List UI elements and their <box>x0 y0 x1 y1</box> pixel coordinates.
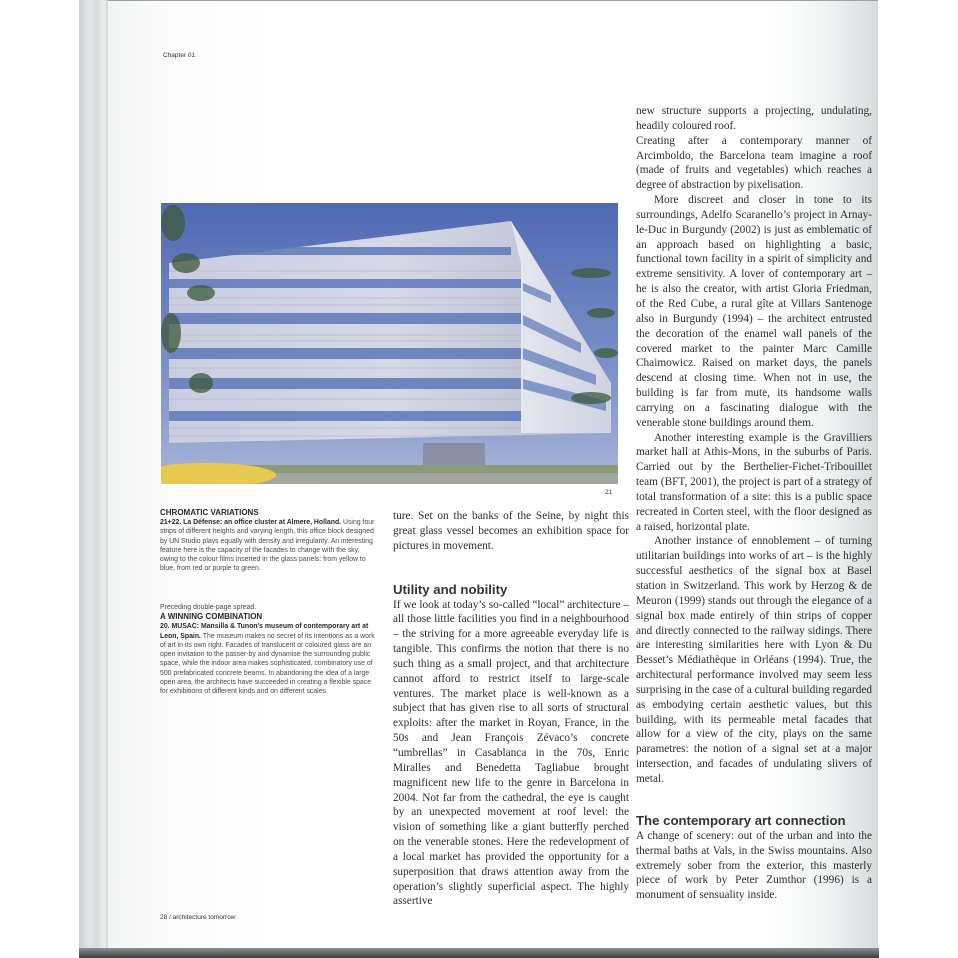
caption-body <box>160 622 378 696</box>
page-bottom-shadow <box>79 948 879 958</box>
caption-reference: 21+22. La Défense: an office cluster at Almere, Holland. <box>160 519 342 526</box>
chapter-label: Chapter 01 <box>163 52 196 59</box>
section-heading-utility: Utility and nobility <box>393 581 508 597</box>
caption-intro: Preceding double-page spread. <box>160 604 257 611</box>
paragraph: Another interesting example is the Gravilliers market hall at Athis-Mons, in the suburbs of Paris. Carried out by the Berthelier-Fichet-Tribouillet team (BFT, 2001), the project is part of a strategy of total transformation of a site: this is a public space recreated in Corten steel, with the floor designed as a raised, horizontal plate. <box>636 431 872 533</box>
paragraph: new structure supports a projecting, undulating, headily coloured roof. <box>636 105 872 132</box>
caption-text: Using four strips of different heights and varying length, this office block designed by UN Studio plays equally with density and irregularity. An interesting feature here is the capacity of the facades to change with the sky, owing to the colour films inserted in the glass panels: from yellow to blue, from red or purple to green. <box>160 519 375 573</box>
paragraph: Creating after a contemporary manner of Arcimboldo, the Barcelona team imagine a roof (made of fruits and vegetables) which reaches a degree of abstraction by pixelisation. <box>636 134 872 192</box>
caption-reference: 20. MUSAC: Mansilla & Tunon's museum of contemporary art at Leon, Spain. <box>160 623 369 640</box>
office-building-image <box>161 203 618 484</box>
page-folio: 28 / architecture tomorrow <box>160 914 236 921</box>
caption-text: The museum makes no secret of its intentions as a work of art in its own right. Facades of translucent or coloured glass are an open invitation to the passer-by and dynamise the surrounding public space, while the indoor area makes sophisticated, combinatory use of 500 prefabricated concrete beams. In abandoning the idea of a large open area, the architects have succeeded in creating a flexible space for exhibitions of different kinds and on different scales. <box>160 632 375 696</box>
section-heading-contemporary-art: The contemporary art connection <box>636 812 846 828</box>
caption-body <box>160 518 378 574</box>
paragraph-continuation: ture. Set on the banks of the Seine, by night this great glass vessel becomes an exhibition space for pictures in movement. <box>393 510 629 552</box>
caption-winning-combination <box>160 603 378 697</box>
book-page-edges <box>79 0 109 958</box>
figure-number: 21 <box>605 489 613 496</box>
paragraph: More discreet and closer in tone to its surroundings, Adelfo Scaranello’s project in Arnay-le-Duc in Burgundy (2002) is just as emblematic of an approach based on highlighting a basic, functional town facility in a spirit of simplicity and extreme sensitivity. A lover of contemporary art – he is also the creator, with artist Gloria Friedman, of the Red Cube, a rural gîte at Villars Santenoge also in Burgundy (1994) – the architect entrusted the decoration of the enamel wall panels of the covered market to the painter Marc Camille Chaimowicz. Raised on market days, the panels descend at closing time. When not in use, the building is far from mute, its handsome walls carrying on a fascinating dialogue with the venerable stone buildings around them. <box>636 194 872 429</box>
building-photo <box>161 203 618 484</box>
middle-column <box>393 509 629 909</box>
paragraph-body: If we look at today’s so-called “local” architecture – all those little facilities you find in a neighbourhood – the striving for a more agreeable everyday life is tangible. This confirms the notion that there is no such thing as a small project, and that architecture cannot afford to restrict itself to large-scale ventures. The market place is well-known as a subject that has given rise to all sorts of structural exploits: after the market in Royan, France, in the 50s and Jean François Zévaco’s concrete “umbrellas” in Casablanca in the 70s, Enric Miralles and Benedetta Tagliabue brought magnificent new life to the genre in Barcelona in 2004. Not far from the cathedral, the eye is caught by an unexpected movement at roof level: the vision of something like a giant butterfly perched on the venerable stones. Here the redevelopment of a local market has provided the opportunity for a superposition that draws attention away from the operation’s slightly superficial aspect. The highly assertive <box>393 598 629 908</box>
caption-heading: A WINNING COMBINATION <box>160 612 263 622</box>
caption-heading: CHROMATIC VARIATIONS <box>160 508 259 517</box>
right-column <box>636 104 872 903</box>
caption-chromatic-variations <box>160 508 378 574</box>
paragraph: Another instance of ennoblement – of turning utilitarian buildings into works of art – is the highly successful aesthetics of the signal box at Basel station in Switzerland. This work by Herzog & de Meuron (1999) stands out through the elegance of a signal box made entirely of thin strips of copper and directly connected to the railway sidings. There are interesting similarities here with Lyon & Du Besset’s Médiathèque in Orléans (1994). True, the architectural performance involved may seem less surprising in the case of a cultural building regarded as embodying certain aesthetic values, but this building, with its permeable metal facades that allow for a view of the city, plays on the same parametres: the notion of a signal set at a major intersection, and facades of undulating slivers of metal. <box>636 535 872 785</box>
paragraph: A change of scenery: out of the urban and into the thermal baths at Vals, in the Swiss mountains. Also extremely sober from the exterior, this masterly piece of work by Peter Zumthor (1996) is a monument of sensuality inside. <box>636 829 872 902</box>
